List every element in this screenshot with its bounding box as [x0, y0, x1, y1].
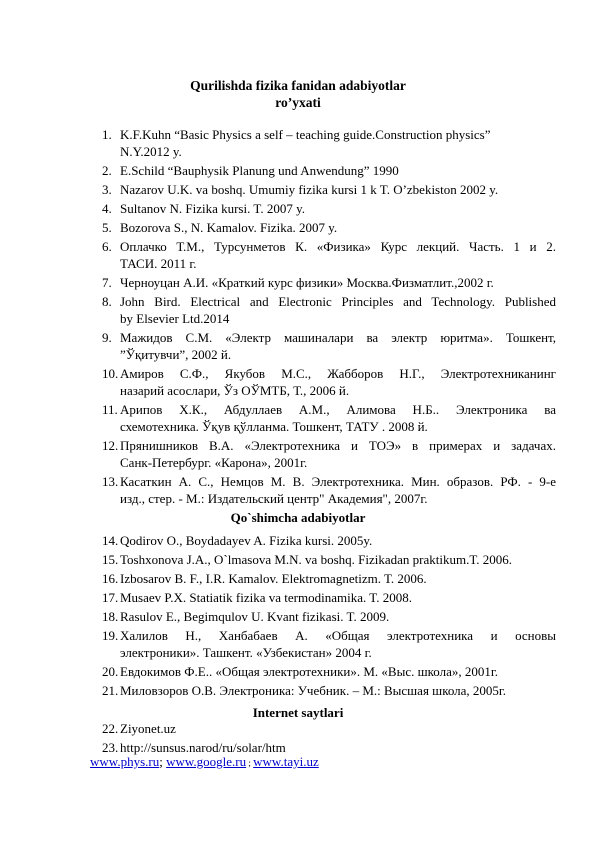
link-phys[interactable]: www.phys.ru — [90, 754, 160, 769]
list-item-number: 15. — [102, 552, 119, 567]
list-item-text: Оплачко Т.М., Турсунметов К. «Физика» Курс лекций. Часть. 1 и 2. — [120, 239, 556, 254]
list-item-text: John Bird. Electrical and Electronic Principles and Technology. Published — [120, 294, 556, 309]
list-item-text: Черноуцан А.И. «Краткий курс физики» Москва.Физматлит.,2002 г. — [120, 275, 494, 290]
list-item-text: Касаткин А. С., Немцов М. В. Электротехника. Мин. образов. РФ. - 9-е — [120, 474, 556, 489]
list-item-text: K.F.Kuhn “Basic Physics a self – teaching guide.Construction physics” — [120, 127, 491, 142]
list-item-text: Sultanov N. Fizika kursi. T. 2007 y. — [120, 201, 306, 216]
list-item-number: 11. — [102, 402, 118, 417]
list-item-number: 18. — [102, 609, 119, 624]
list-item-number: 12. — [102, 438, 119, 453]
list-item-text: Халилов Н., Ханбабаев А. «Общая электротехника и основы — [120, 628, 556, 643]
list-item-text: Qodirov O., Boydadayev A. Fizika kursi. 2005y. — [120, 533, 373, 548]
list-item-text: Ziyonet.uz — [120, 721, 176, 736]
list-item-number: 22. — [102, 721, 119, 736]
list-item-text: Rasulov E., Begimqulov U. Kvant fizikasi. T. 2009. — [120, 609, 390, 624]
list-item-text: изд., стер. - М.: Издательский центр" Академия", 2007г. — [120, 491, 428, 506]
page-subtitle: ro’yxati — [275, 95, 321, 110]
list-item-number: 17. — [102, 590, 119, 605]
list-item-number: 5. — [102, 220, 112, 235]
list-item-number: 3. — [102, 182, 112, 197]
section-title-additional: Qo`shimcha adabiyotlar — [230, 510, 366, 525]
list-item-text: Nazarov U.K. va boshq. Umumiy fizika kursi 1 k T. O’zbekiston 2002 y. — [120, 182, 499, 197]
list-item-number: 1. — [102, 127, 112, 142]
list-item-text: E.Schild “Bauphysik Planung und Anwendung” 1990 — [120, 163, 399, 178]
list-item-text: Toshxonova J.A., O`lmasova M.N. va boshq. Fizikadan praktikum.T. 2006. — [120, 552, 513, 567]
list-item-text: N.Y.2012 y. — [120, 144, 182, 159]
list-item-text: Мажидов С.М. «Электр машиналари ва электр юритма». Тошкент, — [120, 330, 556, 345]
list-item-text: Izbosarov B. F., I.R. Kamalov. Elektromagnetizm. T. 2006. — [120, 571, 427, 586]
list-item-number: 23. — [102, 740, 119, 755]
list-item-text: Миловзоров О.В. Электроника: Учебник. – М.: Высшая школа, 2005г. — [120, 683, 507, 698]
list-item-number: 8. — [102, 294, 112, 309]
list-item-number: 2. — [102, 163, 112, 178]
list-item-text: Bozorova S., N. Kamalov. Fizika. 2007 y. — [120, 220, 338, 235]
list-item-number: 21. — [102, 683, 119, 698]
link-separator: ; — [246, 758, 254, 768]
list-item-text: http://sunsus.narod/ru/solar/htm — [120, 740, 286, 755]
list-item-text: ”Ўқитувчи”, 2002 й. — [120, 347, 232, 362]
list-item-text: Арипов Х.К., Абдуллаев А.М., Алимова Н.Б.. Электроника ва — [120, 402, 556, 417]
list-item-number: 14. — [102, 533, 119, 548]
list-item-number: 13. — [102, 474, 119, 489]
list-item-text: Амиров С.Ф., Якубов М.С., Жабборов Н.Г., Электротехниканинг — [120, 366, 556, 381]
list-item-text: назарий асослари, Ўз ОЎМТБ, Т., 2006 й. — [120, 383, 350, 398]
list-item-number: 20. — [102, 664, 119, 679]
list-item-number: 10. — [102, 366, 119, 381]
page-title: Qurilishda fizika fanidan adabiyotlar — [190, 78, 406, 93]
link-tayi[interactable]: www.tayi.uz — [253, 754, 319, 769]
list-item-text: схемотехника. Ўқув қўлланма. Тошкент, ТАТУ . 2008 й. — [120, 419, 428, 434]
list-item-text: Musaev P.X. Statiatik fizika va termodinamika. T. 2008. — [120, 590, 412, 605]
list-item-number: 6. — [102, 239, 112, 254]
section-title-internet: Internet saytlari — [252, 705, 344, 720]
website-links — [90, 754, 319, 770]
list-item-text: Прянишников В.А. «Электротехника и ТОЭ» в примерах и задачах. — [120, 438, 556, 453]
list-item-text: Евдокимов Ф.Е.. «Общая электротехники». М. «Выс. школа», 2001г. — [120, 664, 498, 679]
list-item-text: электроники». Ташкент. «Узбекистан» 2004 г. — [120, 645, 372, 660]
list-item-number: 19. — [102, 628, 119, 643]
list-item-text: by Elsevier Ltd.2014 — [120, 311, 230, 326]
list-item-number: 4. — [102, 201, 112, 216]
list-item-number: 9. — [102, 330, 112, 345]
link-separator: ; — [159, 754, 167, 769]
list-item-number: 16. — [102, 571, 119, 586]
list-item-text: ТАСИ. 2011 г. — [120, 256, 197, 271]
link-google[interactable]: www.google.ru — [166, 754, 247, 769]
list-item-number: 7. — [102, 275, 112, 290]
list-item-text: Санк-Петербург. «Карона», 2001г. — [120, 455, 308, 470]
